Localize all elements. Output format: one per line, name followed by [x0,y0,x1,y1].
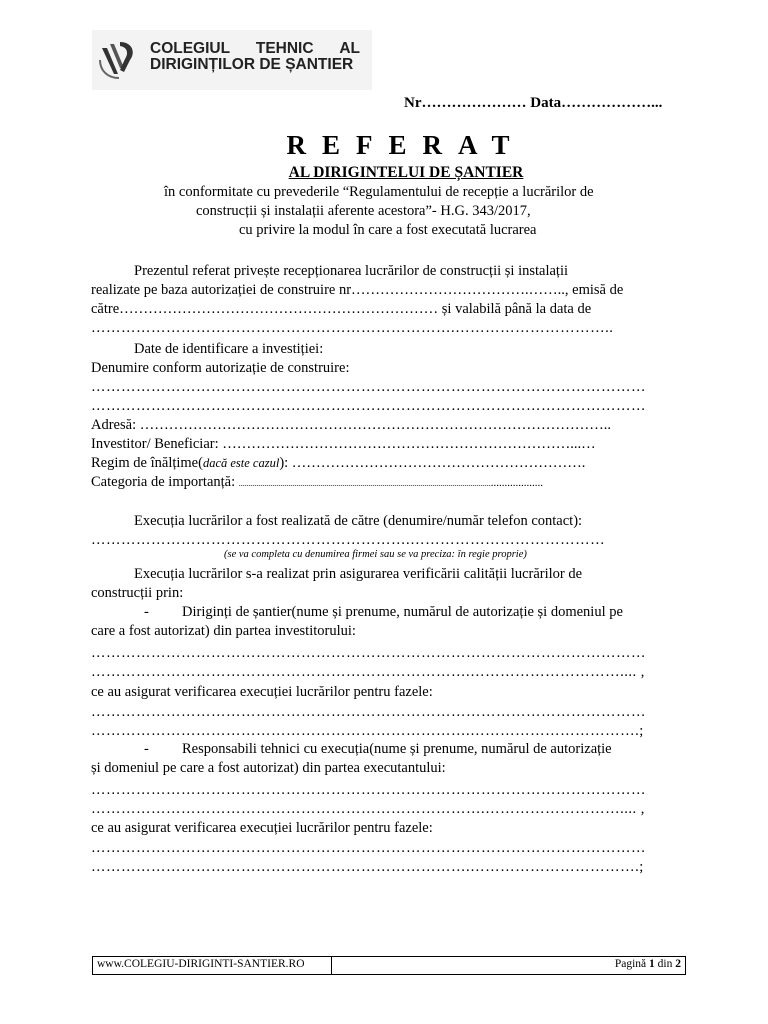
paragraph-line: Diriginți de șantier(nume și prenume, numărul de autorizație și domeniul pe [182,604,623,620]
logo-emblem-icon [98,38,140,80]
college-logo [92,30,372,90]
paragraph-line: Execuția lucrărilor a fost realizată de către (denumire/număr telefon contact): [134,513,583,529]
paragraph-line: realizate pe baza autorizației de construire nr……………………………….…….., emisă de [91,282,624,298]
fill-line: …………………………………………………………………….……………………….... , [91,801,645,817]
logo-word: COLEGIUL [150,40,231,57]
intro-line: cu privire la modul în care a fost executată lucrarea [239,222,537,238]
fill-line: ……………………………………………………….………………………………… [91,532,606,548]
instruction-note: (se va completa cu denumirea firmei sau se va preciza: în regie proprie) [224,549,527,560]
fill-line: ………………………………………………………………….…………………………….; [91,859,644,875]
fill-line: ………………………………………………………………………………………………… [91,704,646,720]
intro-line: în conformitate cu prevederile “Regulamentului de recepție a lucrărilor de [164,184,594,200]
page-separator: din [657,958,673,970]
logo-text [150,41,360,73]
fill-line: ................... [490,477,544,489]
fill-line: ………………………………………………………………………………………………… [91,379,646,395]
fill-line: ): ……………………………………………………. [279,455,586,471]
paragraph-line: și domeniul pe care a fost autorizat) din partea executantului: [91,760,446,776]
field-label: Regim de înălțime( [91,455,203,471]
page-current: 1 [649,958,655,970]
document-subtitle: AL DIRIGINTELUI DE ȘANTIER [288,164,524,181]
field-label: Categoria de importanță: [91,474,239,490]
field-hint: dacă este cazul [202,456,280,470]
page-number [615,958,681,970]
page-footer [92,956,686,975]
fill-line: ……………………………………………………………….………………………….. [91,320,614,336]
paragraph-line: Prezentul referat privește recepționarea lucrărilor de construcții și instalații [134,263,569,279]
logo-word: AL [339,40,360,57]
field-label: Denumire conform autorizație de construire: [91,360,350,376]
intro-line: construcții și instalații aferente acestora”- H.G. 343/2017, [196,203,531,219]
paragraph-line: Responsabili tehnici cu execuția(nume și prenume, numărul de autorizație [182,741,612,757]
paragraph-line: construcții prin: [91,585,184,601]
document-title: REFERAT [286,130,526,160]
paragraph-line: care a fost autorizat) din partea investitorului: [91,623,356,639]
logo-word: TEHNIC [255,40,314,57]
fill-line: ………………………………………………………………………………………………… [91,645,646,661]
investor-field: Investitor/ Beneficiar: ………………………………………………………………...… [91,436,596,452]
field-label: ce au asigurat verificarea execuției lucrărilor pentru fazele: [91,684,433,700]
category-field [91,473,543,493]
address-field: Adresă: …………………………………………………………………………………….. [91,417,611,433]
paragraph-line: Execuția lucrărilor s-a realizat prin asigurarea verificării calității lucrărilor de [134,566,583,582]
field-label: ce au asigurat verificarea execuției lucrărilor pentru fazele: [91,820,433,836]
page-total: 2 [675,958,681,970]
list-dash: - [144,741,149,757]
section-heading: Date de identificare a investiției: [134,341,324,357]
paragraph-line: către………………………………………………………… și valabilă până la data de [91,301,592,317]
fill-line: ………………………………………………………………………………………………… [91,398,646,414]
fill-line: ………………………………………………………………………………………………… [91,782,646,798]
fill-line: .............................................................................................................................. [238,479,491,488]
page-label: Pagină [614,958,647,970]
website-link[interactable]: www.COLEGIU-DIRIGINTI-SANTIER.RO [97,958,305,970]
height-regime-field [91,454,585,472]
fill-line: ………………………………………………………………….…………………………….; [91,723,644,739]
list-dash: - [144,604,149,620]
footer-divider [331,957,332,974]
fill-line: ………………………………………………………………………………………………… [91,840,646,856]
fill-line: ………………………………………………………………….………………………….... , [91,664,645,680]
logo-line-2: DIRIGINȚILOR DE ȘANTIER [150,56,354,73]
number-date-field: Nr………………… Data………………... [404,95,663,111]
